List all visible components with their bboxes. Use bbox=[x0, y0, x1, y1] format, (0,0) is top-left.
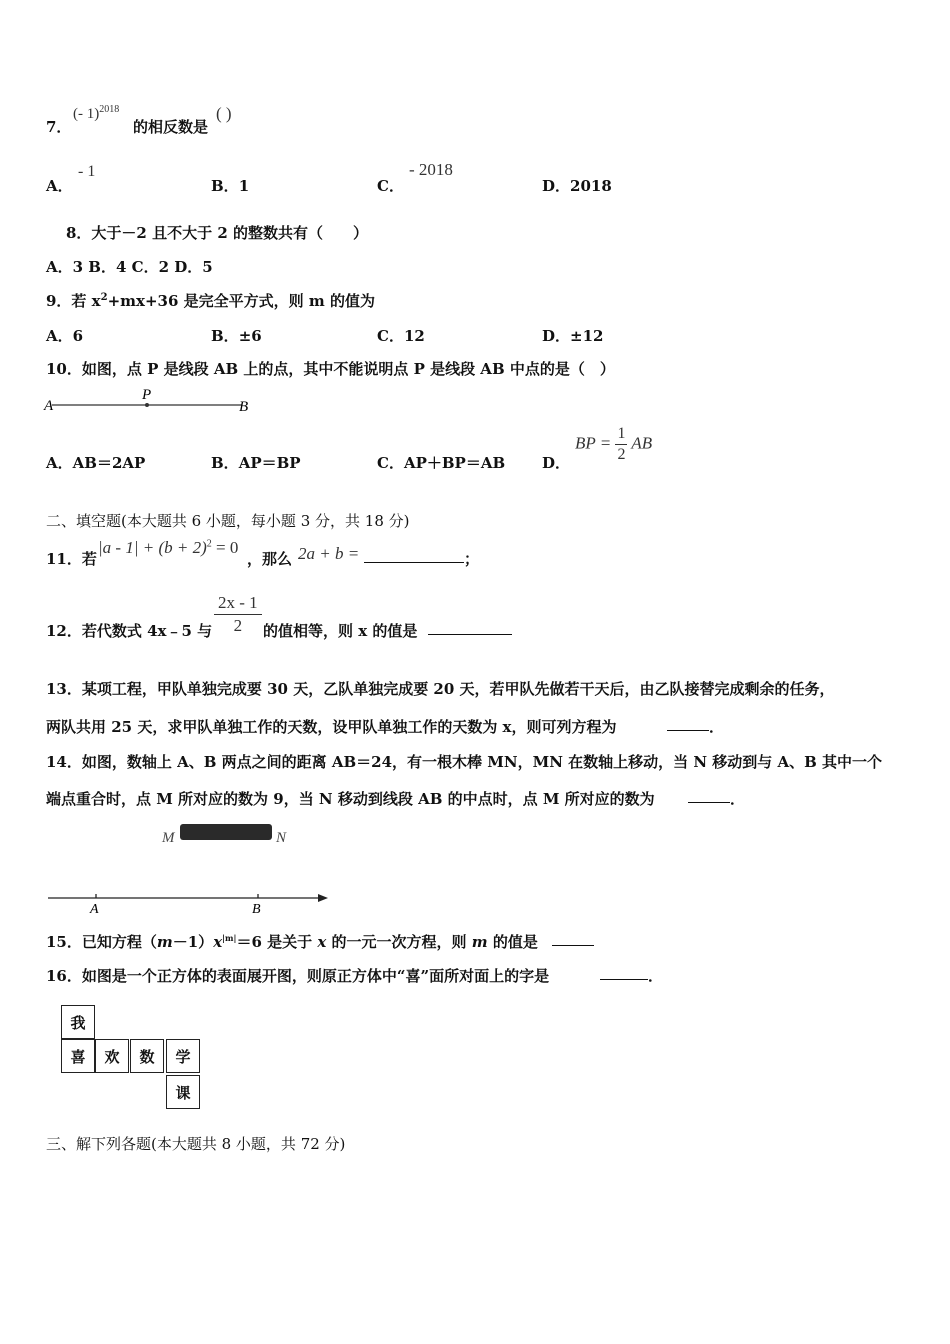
q10-option-d-denominator: 2 bbox=[617, 446, 626, 463]
q7-option-a-value: - 1 bbox=[78, 163, 96, 180]
q15-m1: m bbox=[156, 933, 173, 951]
q16-end: ． bbox=[648, 967, 664, 985]
q15-answer-blank[interactable] bbox=[552, 931, 594, 950]
q15-prefix: 15．已知方程（ bbox=[46, 933, 157, 951]
q11-prefix: 11．若 bbox=[46, 550, 97, 568]
q7-option-c-label: C． bbox=[377, 177, 404, 195]
q9-prefix: 9．若 x bbox=[46, 292, 101, 310]
q7-number: 7． bbox=[46, 118, 72, 136]
q10-option-b[interactable] bbox=[211, 452, 301, 473]
section2-title: 二、填空题(本大题共 6 小题，每小题 3 分，共 18 分) bbox=[46, 512, 410, 530]
q9-option-d-value: ±12 bbox=[570, 327, 604, 345]
q15-mid1: －1） bbox=[172, 933, 214, 951]
cube-face-huan: 欢 bbox=[95, 1039, 129, 1073]
q10-text: 10．如图，点 P 是线段 AB 上的点，其中不能说明点 P 是线段 AB 中点的是（ ） bbox=[46, 360, 615, 378]
q14-number-line bbox=[42, 884, 342, 916]
q11-exponent: 2 bbox=[206, 538, 212, 550]
q11-expr2: = 0 bbox=[211, 538, 239, 557]
q10-option-c[interactable] bbox=[377, 452, 505, 473]
q13-end: ． bbox=[709, 718, 725, 736]
q12-suffix: 的值相等，则 x 的值是 bbox=[263, 622, 418, 640]
q10-label-p: P bbox=[142, 387, 152, 403]
q9-option-a[interactable] bbox=[46, 325, 83, 346]
q11-expr3: 2a + b = bbox=[298, 544, 360, 563]
q10-option-a-label: A． bbox=[46, 454, 73, 472]
q7-option-a-label: A． bbox=[46, 177, 73, 195]
q15-m2: m bbox=[471, 933, 488, 951]
q12-prefix: 12．若代数式 4x﹣5 与 bbox=[46, 622, 213, 640]
q16-text: 16．如图是一个正方体的表面展开图，则原正方体中“喜”面所对面上的字是 bbox=[46, 967, 550, 985]
q8-options[interactable]: A．3 B．4 C．2 D．5 bbox=[46, 258, 213, 276]
q7-expression bbox=[73, 104, 119, 123]
q14-line2: 端点重合时，点 M 所对应的数为 9，当 N 移动到线段 AB 的中点时，点 M 所对应的数为 bbox=[46, 790, 655, 808]
q10-option-c-value: AP＋BP＝AB bbox=[403, 454, 506, 472]
q9-text bbox=[46, 290, 375, 311]
q7-option-b[interactable] bbox=[211, 175, 249, 196]
q9-suffix: +mx+36 是完全平方式，则 m 的值为 bbox=[107, 292, 375, 310]
q15-suffix: 的值是 bbox=[492, 933, 538, 951]
cube-face-wo: 我 bbox=[61, 1005, 95, 1039]
q7-option-d-value: 2018 bbox=[570, 177, 612, 195]
q13-line1: 13．某项工程，甲队单独完成要 30 天，乙队单独完成要 20 天，若甲队先做若干天后，由乙队接替完成剩余的任务， bbox=[46, 680, 835, 698]
q9-option-b[interactable] bbox=[211, 325, 262, 346]
q12-fraction bbox=[214, 592, 262, 637]
q7-paren: ( ) bbox=[216, 104, 232, 123]
q7-option-d[interactable] bbox=[542, 175, 612, 196]
q13-answer-blank[interactable] bbox=[667, 716, 709, 735]
q15-text bbox=[46, 931, 538, 952]
q12-denominator: 2 bbox=[233, 616, 243, 635]
q14-label-m: M bbox=[162, 830, 175, 846]
q13-line2: 两队共用 25 天，求甲队单独工作的天数，设甲队单独工作的天数为 x，则可列方程为 bbox=[46, 718, 617, 736]
q9-option-a-value: 6 bbox=[72, 327, 84, 345]
q7-option-b-label: B． bbox=[211, 177, 239, 195]
q9-superscript: 2 bbox=[100, 292, 108, 303]
q10-option-b-value: AP＝BP bbox=[238, 454, 301, 472]
q10-option-d-numerator: 1 bbox=[615, 424, 627, 445]
q14-stick-mn bbox=[180, 824, 272, 840]
q10-option-d-rhs: AB bbox=[631, 433, 653, 453]
q11-end: ； bbox=[464, 550, 480, 568]
q14-answer-blank[interactable] bbox=[688, 788, 730, 807]
q10-label-b: B bbox=[239, 399, 249, 415]
q11-answer-blank[interactable] bbox=[364, 548, 464, 567]
q10-option-d-label: D． bbox=[542, 454, 571, 472]
q7-option-c[interactable] bbox=[377, 175, 404, 196]
q10-option-a[interactable] bbox=[46, 452, 145, 473]
q10-option-b-label: B． bbox=[211, 454, 239, 472]
q10-option-d-lhs: BP = bbox=[575, 433, 612, 453]
q10-option-d-formula bbox=[575, 424, 652, 465]
q10-point-p bbox=[145, 403, 149, 407]
q14-label-a: A bbox=[90, 902, 99, 916]
q15-superscript: |m| bbox=[222, 933, 237, 943]
q10-option-c-label: C． bbox=[377, 454, 404, 472]
q14-label-b: B bbox=[252, 902, 261, 916]
q14-label-n: N bbox=[276, 830, 287, 846]
q14-axis-arrow bbox=[318, 894, 328, 902]
q12-numerator: 2x - 1 bbox=[214, 592, 262, 615]
q7-option-d-label: D． bbox=[542, 177, 571, 195]
q8-text: 8．大于－2 且不大于 2 的整数共有（ ） bbox=[66, 224, 368, 242]
section3-title: 三、解下列各题(本大题共 8 小题，共 72 分) bbox=[46, 1135, 346, 1153]
q16-answer-blank[interactable] bbox=[600, 965, 648, 984]
q12-answer-blank[interactable] bbox=[428, 620, 512, 639]
q10-option-a-value: AB＝2AP bbox=[72, 454, 146, 472]
q14-stick-figure bbox=[150, 818, 300, 850]
q14-end: ． bbox=[730, 790, 746, 808]
q15-x: x bbox=[213, 933, 223, 951]
q15-mid3: 的一元一次方程，则 bbox=[331, 933, 467, 951]
cube-face-xi: 喜 bbox=[61, 1039, 95, 1073]
q15-mid2: ＝6 是关于 bbox=[236, 933, 313, 951]
q10-option-d[interactable] bbox=[542, 452, 570, 473]
q9-option-c[interactable] bbox=[377, 325, 425, 346]
q7-expr-base: (- 1) bbox=[73, 106, 100, 122]
q9-option-d-label: D． bbox=[542, 327, 571, 345]
q10-segment-figure bbox=[42, 384, 262, 416]
q10-label-a: A bbox=[44, 398, 54, 414]
q9-option-c-label: C． bbox=[377, 327, 404, 345]
cube-face-ke: 课 bbox=[166, 1075, 200, 1109]
q9-option-b-value: ±6 bbox=[238, 327, 262, 345]
q11-expr1: |a - 1| + (b + 2) bbox=[98, 538, 207, 557]
q15-x2: x bbox=[317, 933, 327, 951]
q9-option-d[interactable] bbox=[542, 325, 603, 346]
q7-option-b-value: 1 bbox=[238, 177, 250, 195]
q14-line1: 14．如图，数轴上 A、B 两点之间的距离 AB＝24，有一根木棒 MN，MN 在数轴上移动，当 N 移动到与 A、B 其中一个 bbox=[46, 753, 883, 771]
q11-mid: ，那么 bbox=[247, 550, 293, 568]
q9-option-b-label: B． bbox=[211, 327, 239, 345]
q11-expression bbox=[98, 538, 238, 558]
q7-text: 的相反数是 bbox=[133, 118, 209, 136]
q7-expr-exponent: 2018 bbox=[99, 104, 120, 115]
cube-face-xue: 学 bbox=[166, 1039, 200, 1073]
q9-option-c-value: 12 bbox=[403, 327, 425, 345]
q10-option-d-fraction bbox=[615, 424, 627, 465]
cube-face-shu: 数 bbox=[130, 1039, 164, 1073]
q9-option-a-label: A． bbox=[46, 327, 73, 345]
q7-option-a[interactable] bbox=[46, 175, 73, 196]
q7-option-c-value: - 2018 bbox=[409, 160, 453, 179]
